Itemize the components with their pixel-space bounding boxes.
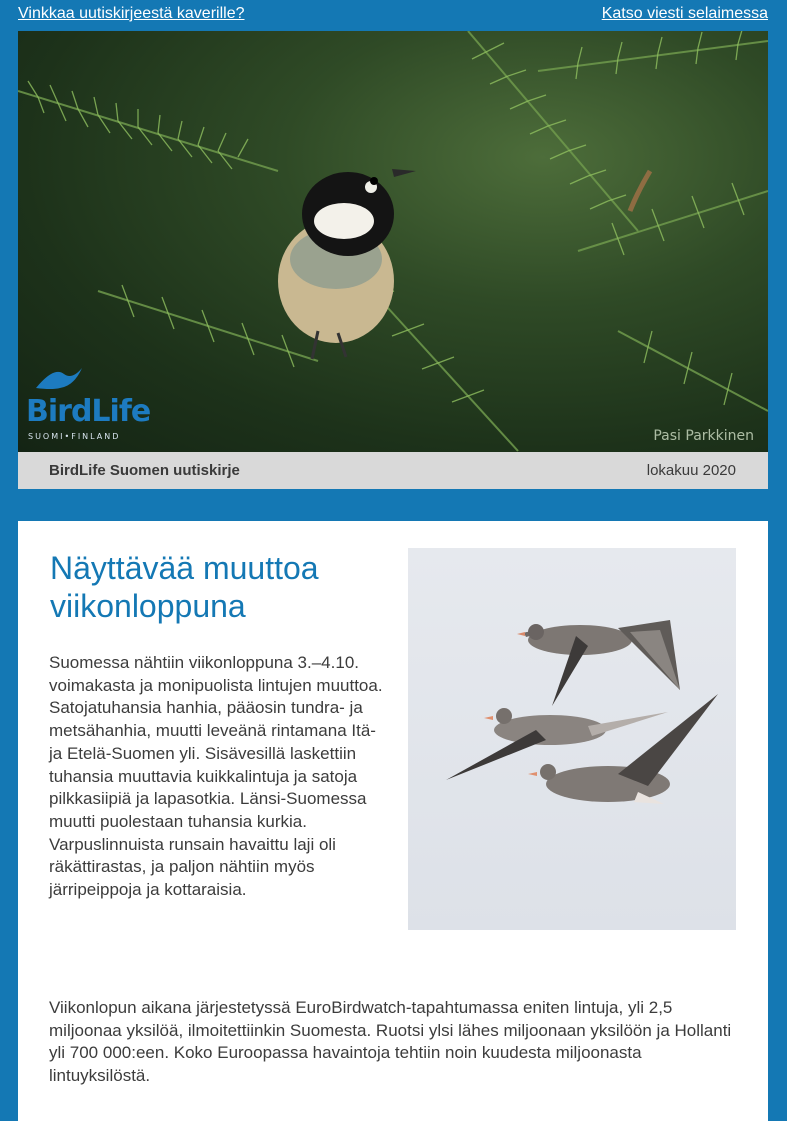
article-card — [18, 521, 768, 1121]
logo-text: BirdLife — [26, 394, 151, 429]
view-in-browser-link[interactable]: Katso viesti selaimessa — [601, 5, 768, 22]
hero-image — [18, 31, 768, 452]
top-links — [18, 5, 768, 25]
goose-3 — [528, 694, 718, 804]
goose-1 — [517, 620, 680, 706]
flying-geese-illustration — [408, 548, 736, 930]
birdlife-logo — [26, 364, 151, 446]
article-paragraph-2: Viikonlopun aikana järjestetyssä EuroBirdwatch-tapahtumassa eniten lintuja, yli 2,5 miljoonaa yksilöä, ilmoitettiinkin Suomesta. Ruotsi ylsi lähes miljoonaan yksilöön ja Hollanti yli 700 000:een. Koko Euroopassa havaintoja tehtiin noin kuudesta miljoonasta lintuyksilöstä. — [49, 998, 732, 1086]
article-headline: Näyttävää muuttoa viikonloppuna — [50, 550, 319, 624]
newsletter-title: BirdLife Suomen uutiskirje — [49, 462, 240, 479]
coal-tit-bird — [278, 169, 416, 359]
share-newsletter-link[interactable]: Vinkkaa uutiskirjeestä kaverille? — [18, 5, 245, 22]
photo-credit: Pasi Parkkinen — [653, 428, 754, 444]
newsletter-banner — [18, 452, 768, 489]
article-paragraph-1: Suomessa nähtiin viikonloppuna 3.–4.10. voimakasta ja monipuolista lintujen muuttoa. Satojatuhansia hanhia, pääosin tundra- ja metsähanhia, muutti leveänä rintamana Itä- ja Etelä-Suomen yli. Sisävesillä laskettiin tuhansia muuttavia kuikkalintuja ja satoja pilkkasiipiä ja lapasotkia. Länsi-Suomessa muutti puolestaan tuhansia kurkia. Varpuslinnuista runsain havaittu laji oli räkättirastas, ja paljon nähtiin myös järripeippoja ja kottaraisia. — [49, 653, 383, 900]
geese-photo — [408, 548, 736, 930]
newsletter-date: lokakuu 2020 — [646, 462, 736, 479]
logo-subtext: SUOMI•FINLAND — [28, 432, 121, 441]
bird-logo-icon — [34, 364, 84, 396]
